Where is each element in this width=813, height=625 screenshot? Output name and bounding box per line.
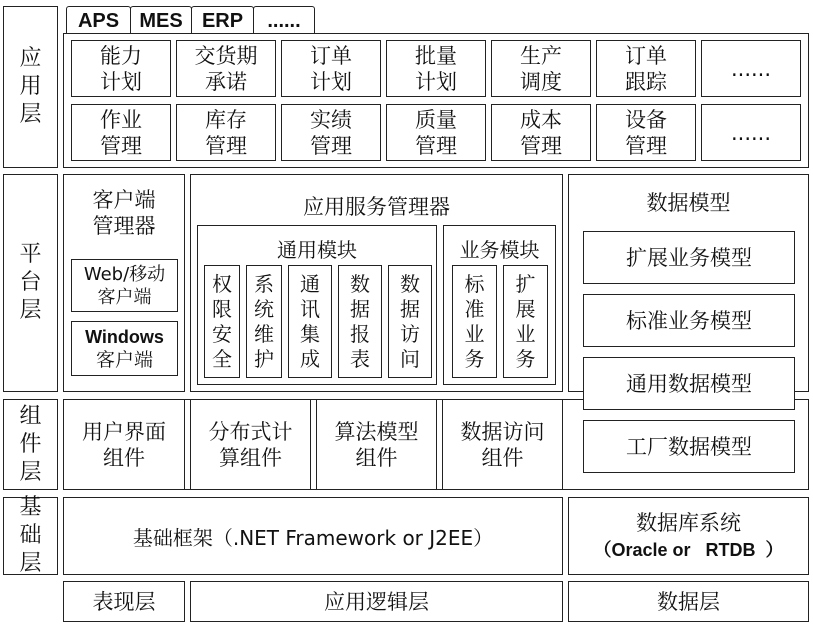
app-module-label: 订单 跟踪 xyxy=(625,43,667,94)
tab-erp: ERP xyxy=(191,6,254,36)
app-module-label: 设备 管理 xyxy=(625,107,667,158)
layer-component xyxy=(3,399,58,490)
data-model-item xyxy=(583,294,795,347)
common-modules-title: 通用模块 xyxy=(277,238,357,262)
tier-data xyxy=(568,581,809,622)
tab-mes: MES xyxy=(130,6,192,36)
app-module-label: 成本 管理 xyxy=(520,107,562,158)
common-module-item-label: 数 据 访 问 xyxy=(400,271,420,371)
app-module-label: 作业 管理 xyxy=(100,107,142,158)
app-tabs xyxy=(66,6,314,36)
tier-application-logic-label: 应用逻辑层 xyxy=(324,589,429,614)
tier-presentation-label: 表现层 xyxy=(92,589,156,614)
common-module-item xyxy=(388,265,432,378)
app-module xyxy=(281,104,381,161)
app-module xyxy=(386,104,486,161)
app-module-label: 库存 管理 xyxy=(205,107,247,158)
app-module xyxy=(596,104,696,161)
app-module xyxy=(281,40,381,97)
app-module xyxy=(491,104,591,161)
component-item-label: 用户界面 组件 xyxy=(82,419,166,470)
app-module xyxy=(71,104,171,161)
web-mobile-client xyxy=(71,259,178,312)
app-module-label: 质量 管理 xyxy=(415,107,457,158)
data-model-item xyxy=(583,231,795,284)
business-module-item xyxy=(503,265,548,378)
common-module-item xyxy=(246,265,282,378)
layer-platform xyxy=(3,174,58,392)
database-system xyxy=(568,497,809,575)
component-item xyxy=(316,399,437,490)
data-model-item-label: 工厂数据模型 xyxy=(626,434,752,459)
common-module-item xyxy=(338,265,382,378)
app-module-label: ...... xyxy=(730,56,772,81)
common-module-item-label: 数 据 报 表 xyxy=(350,271,370,371)
tab-aps: APS xyxy=(66,6,131,36)
business-module-item xyxy=(452,265,497,378)
app-module-label: 交货期 承诺 xyxy=(194,43,258,94)
app-module-label: 生产 调度 xyxy=(520,43,562,94)
data-model-item xyxy=(583,357,795,410)
component-item xyxy=(63,399,185,490)
layer-component-label: 组 件 层 xyxy=(19,403,42,485)
tier-data-label: 数据层 xyxy=(657,589,720,614)
windows-client-line2: 客户端 xyxy=(95,348,153,371)
component-item-label: 算法模型 组件 xyxy=(334,419,419,470)
app-module-label: 订单 计划 xyxy=(310,43,352,94)
tier-presentation xyxy=(63,581,185,622)
app-module xyxy=(596,40,696,97)
business-module-item-label: 扩 展 业 务 xyxy=(515,271,536,371)
common-module-item xyxy=(288,265,332,378)
layer-application-label: 应 用 层 xyxy=(19,46,42,127)
app-module-label: ...... xyxy=(730,120,772,145)
common-module-item-label: 权 限 安 全 xyxy=(212,271,232,371)
base-framework xyxy=(63,497,563,575)
app-module xyxy=(176,40,276,97)
common-module-item-label: 通 讯 集 成 xyxy=(300,271,320,371)
component-item xyxy=(190,399,311,490)
app-module xyxy=(176,104,276,161)
layer-application xyxy=(3,6,58,168)
app-module xyxy=(71,40,171,97)
component-item-label: 数据访问 组件 xyxy=(460,419,545,470)
component-item-label: 分布式计 算组件 xyxy=(208,419,293,470)
app-module-label: 批量 计划 xyxy=(415,43,457,94)
data-model-item-label: 标准业务模型 xyxy=(626,308,752,333)
app-module xyxy=(701,104,801,161)
windows-client-line1: Windows xyxy=(85,326,164,347)
app-service-manager-title: 应用服务管理器 xyxy=(303,195,450,219)
app-module-label: 能力 计划 xyxy=(100,43,142,94)
app-module-label: 实绩 管理 xyxy=(310,107,352,158)
data-model-item-label: 通用数据模型 xyxy=(626,371,752,396)
app-module xyxy=(491,40,591,97)
component-item xyxy=(442,399,563,490)
web-mobile-client-label: Web/移动 客户端 xyxy=(83,263,166,308)
app-module xyxy=(386,40,486,97)
common-module-item xyxy=(204,265,240,378)
layer-platform-label: 平 台 层 xyxy=(19,242,42,323)
data-model-title: 数据模型 xyxy=(646,191,731,215)
client-manager-title: 客户端 管理器 xyxy=(92,188,156,238)
data-model-item xyxy=(583,420,795,473)
layer-foundation-label: 基 础 层 xyxy=(19,495,42,576)
app-module xyxy=(701,40,801,97)
database-system-detail: （Oracle or RTDB ） xyxy=(593,540,784,560)
business-modules-title: 业务模块 xyxy=(459,238,540,262)
tab-more: ...... xyxy=(253,6,315,36)
database-system-title: 数据库系统 xyxy=(636,511,741,535)
data-model-item-label: 扩展业务模型 xyxy=(626,245,752,270)
layer-foundation xyxy=(3,497,58,575)
windows-client xyxy=(71,321,178,376)
base-framework-label: 基础框架（.NET Framework or J2EE） xyxy=(132,525,494,550)
common-module-item-label: 系 统 维 护 xyxy=(254,271,274,371)
tier-application-logic xyxy=(190,581,563,622)
business-module-item-label: 标 准 业 务 xyxy=(464,271,485,371)
